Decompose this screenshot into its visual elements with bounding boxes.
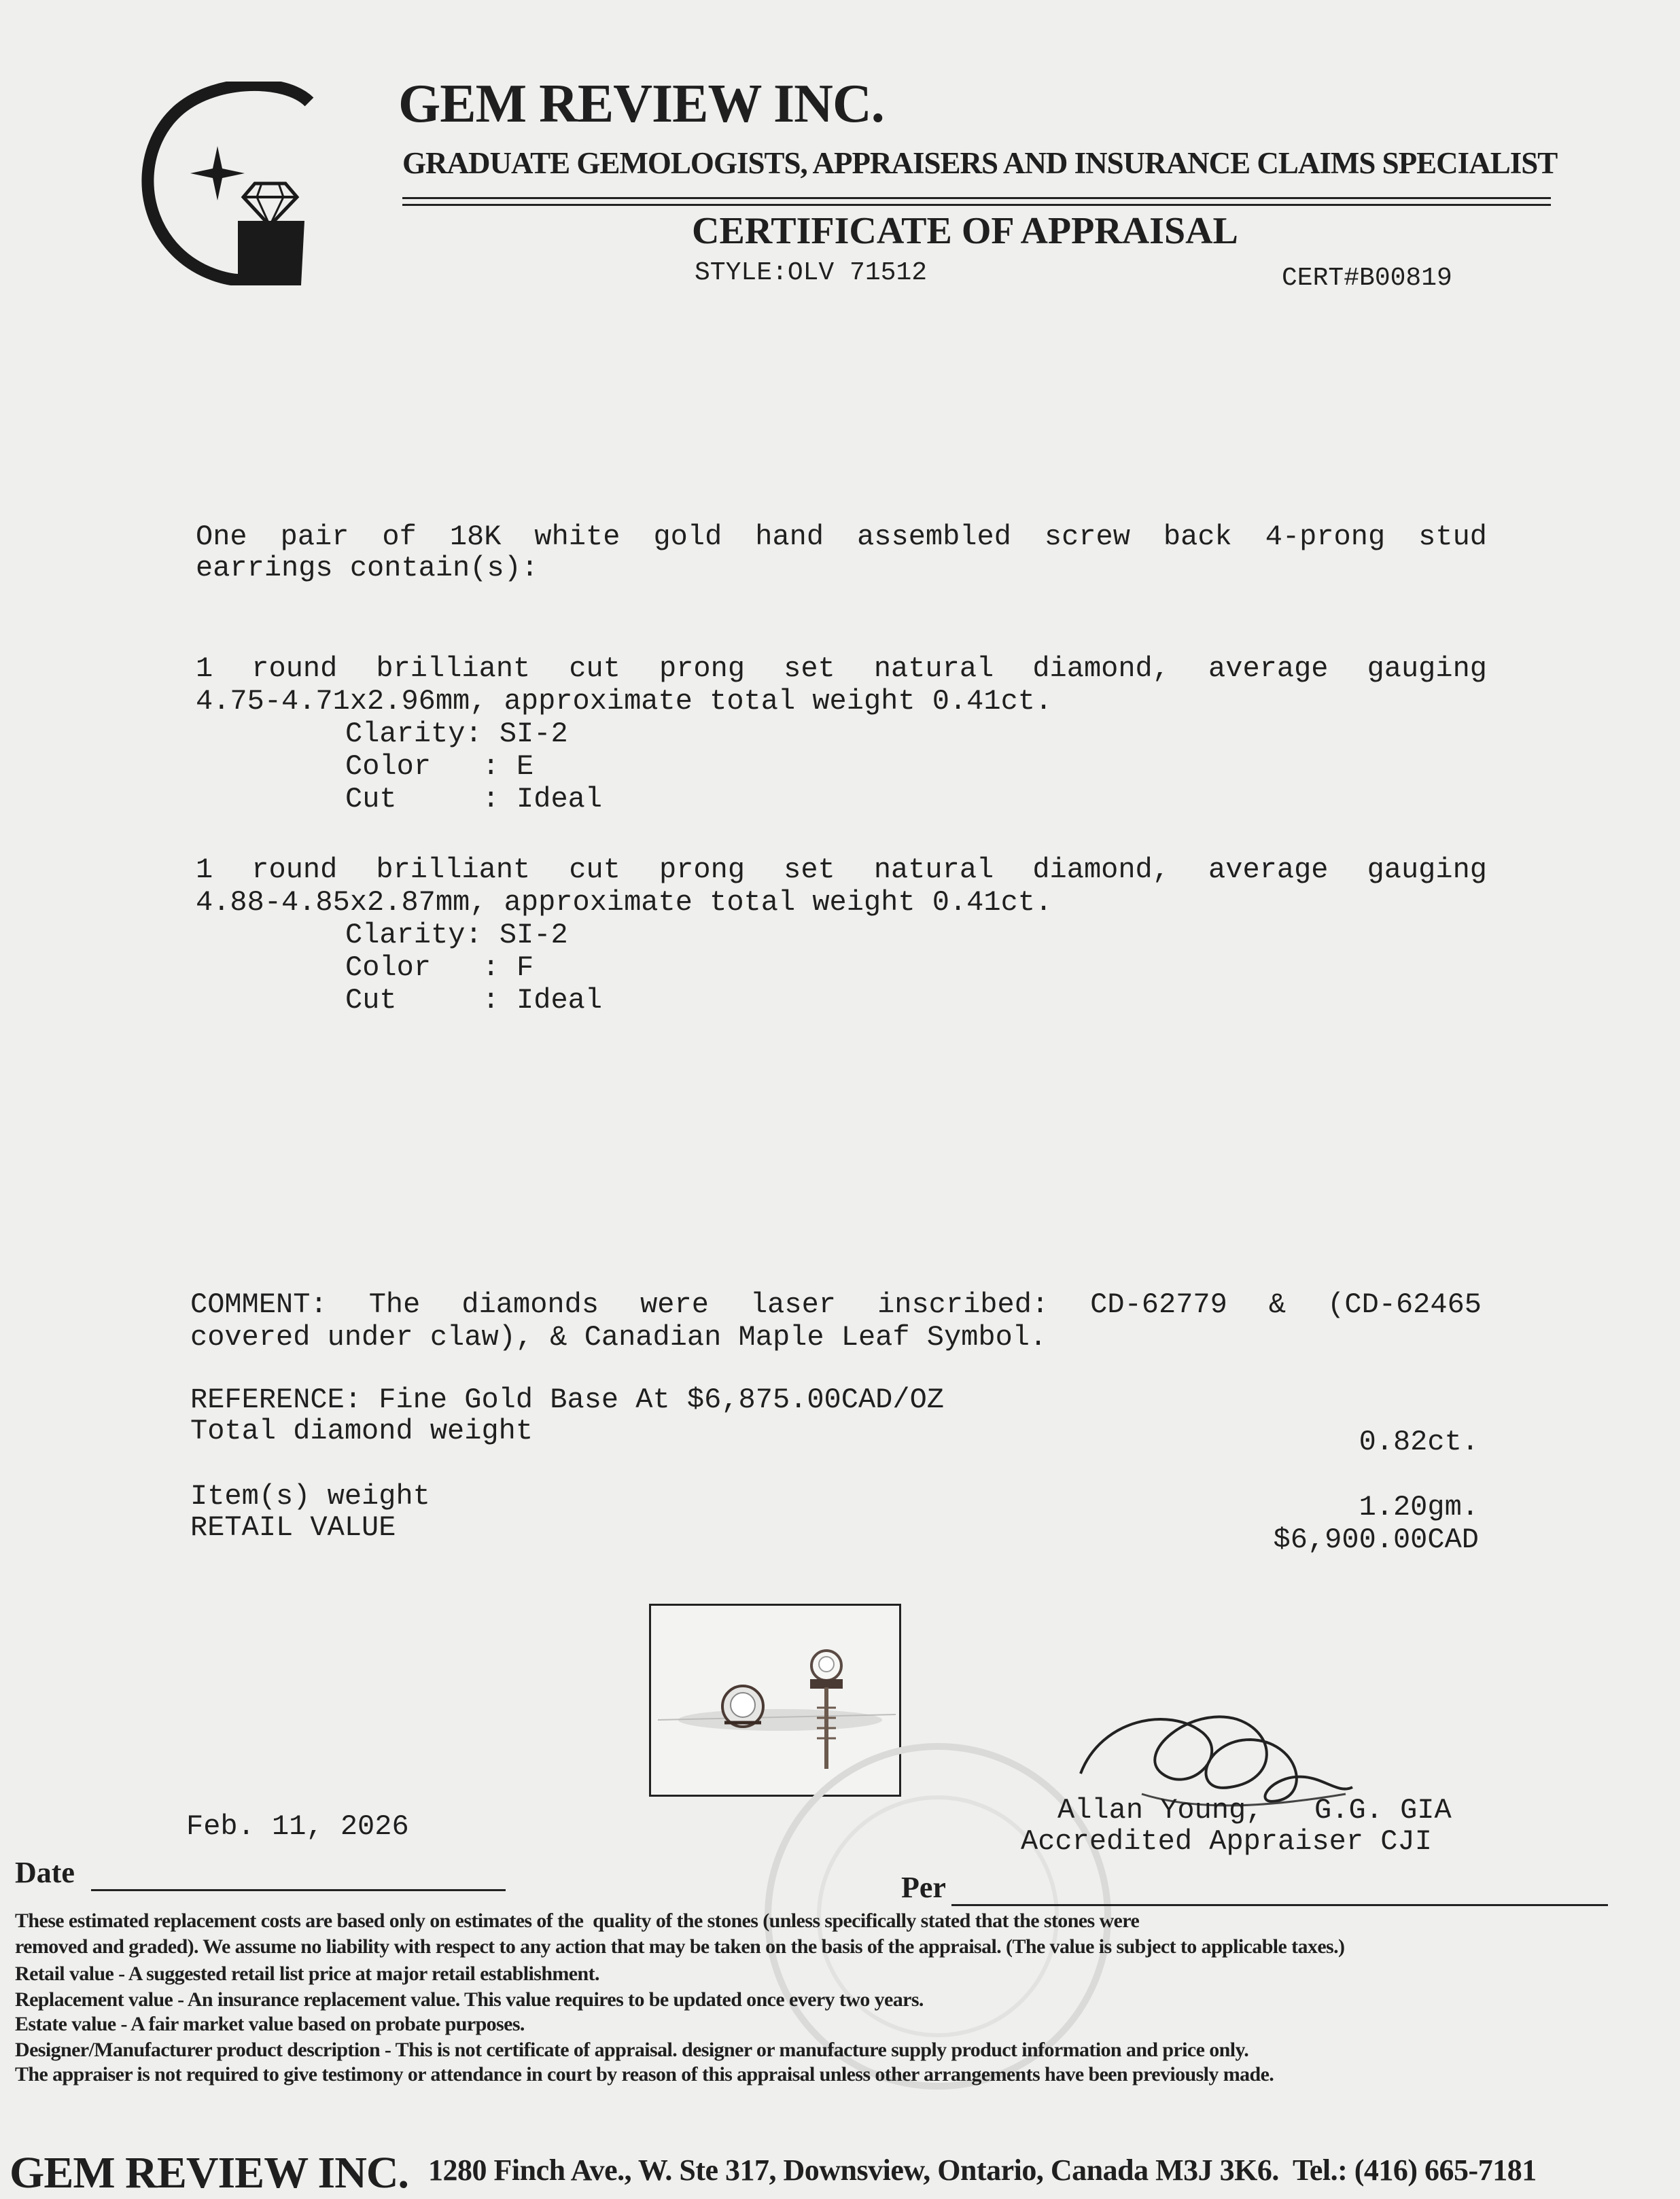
cert-number: CERT#B00819 bbox=[1282, 264, 1452, 293]
per-line bbox=[951, 1904, 1608, 1906]
company-tagline: GRADUATE GEMOLOGISTS, APPRAISERS AND INSURANCE CLAIMS SPECIALIST bbox=[402, 146, 1558, 180]
header-rule-bottom bbox=[402, 204, 1551, 206]
diamond-1-cut: Cut : Ideal bbox=[345, 783, 603, 815]
diamond-1-clarity: Clarity: SI-2 bbox=[345, 718, 568, 750]
disclaimer-line-5: Estate value - A fair market value based on probate purposes. bbox=[15, 2013, 525, 2035]
retail-value-amount: $6,900.00CAD bbox=[1273, 1524, 1479, 1556]
diamond-1-line-2: 4.75-4.71x2.96mm, approximate total weight 0.41ct. bbox=[196, 685, 1053, 718]
appraisal-date: Feb. 11, 2026 bbox=[186, 1810, 409, 1843]
date-label: Date bbox=[15, 1856, 75, 1889]
reference-line: REFERENCE: Fine Gold Base At $6,875.00CAD/OZ bbox=[190, 1384, 944, 1416]
disclaimer-line-7: The appraiser is not required to give testimony or attendance in court by reason of this appraisal unless other arrangements have been previously made. bbox=[15, 2063, 1274, 2086]
comment-line-2: covered under claw), & Canadian Maple Leaf Symbol. bbox=[190, 1321, 1047, 1354]
retail-value-label: RETAIL VALUE bbox=[190, 1511, 396, 1544]
disclaimer-line-2: removed and graded). We assume no liability with respect to any action that may be taken on the basis of the appraisal. (The value is subject to applicable taxes.) bbox=[15, 1935, 1345, 1958]
description-line-1: One pair of 18K white gold hand assembled screw back 4-prong stud bbox=[196, 521, 1487, 553]
per-label: Per bbox=[901, 1871, 946, 1904]
company-name: GEM REVIEW INC. bbox=[398, 74, 884, 134]
description-line-2: earrings contain(s): bbox=[196, 552, 539, 584]
diamond-2-clarity: Clarity: SI-2 bbox=[345, 919, 568, 951]
footer-address: 1280 Finch Ave., W. Ste 317, Downsview, Ontario, Canada M3J 3K6. Tel.: (416) 665-7181 bbox=[428, 2153, 1537, 2187]
diamond-1-color: Color : E bbox=[345, 750, 534, 783]
diamond-1-line-1: 1 round brilliant cut prong set natural diamond, average gauging bbox=[196, 652, 1487, 685]
diamond-2-color: Color : F bbox=[345, 951, 534, 984]
diamond-2-line-2: 4.88-4.85x2.87mm, approximate total weight 0.41ct. bbox=[196, 886, 1053, 919]
appraiser-accreditation: Accredited Appraiser CJI bbox=[1021, 1825, 1432, 1858]
item-weight-value: 1.20gm. bbox=[1359, 1491, 1479, 1524]
item-weight-label: Item(s) weight bbox=[190, 1480, 430, 1513]
disclaimer-line-1: These estimated replacement costs are based only on estimates of the quality of the stones (unless specifically stated that the stones were bbox=[15, 1910, 1140, 1932]
appraiser-name: Allan Young, G.G. GIA bbox=[1057, 1794, 1452, 1827]
comment-line-1: COMMENT: The diamonds were laser inscribed: CD-62779 & (CD-62465 bbox=[190, 1288, 1482, 1321]
footer-company-name: GEM REVIEW INC. bbox=[10, 2148, 409, 2198]
disclaimer-line-4: Replacement value - An insurance replacement value. This value requires to be updated once every two years. bbox=[15, 1988, 924, 2011]
disclaimer-line-6: Designer/Manufacturer product description - This is not certificate of appraisal. designer or manufacture supply product information and price only. bbox=[15, 2039, 1249, 2061]
total-diamond-weight-value: 0.82ct. bbox=[1359, 1426, 1479, 1458]
total-diamond-weight-label: Total diamond weight bbox=[190, 1415, 533, 1447]
date-line bbox=[91, 1889, 506, 1891]
left-earring-icon bbox=[722, 1686, 763, 1727]
disclaimer-line-3: Retail value - A suggested retail list price at major retail establishment. bbox=[15, 1963, 599, 1985]
gem-review-logo-icon bbox=[136, 82, 340, 285]
style-number: STYLE:OLV 71512 bbox=[695, 258, 928, 287]
certificate-title: CERTIFICATE OF APPRAISAL bbox=[692, 210, 1238, 252]
diamond-2-line-1: 1 round brilliant cut prong set natural diamond, average gauging bbox=[196, 854, 1487, 886]
header-rule-top bbox=[402, 197, 1551, 199]
diamond-2-cut: Cut : Ideal bbox=[345, 984, 603, 1017]
